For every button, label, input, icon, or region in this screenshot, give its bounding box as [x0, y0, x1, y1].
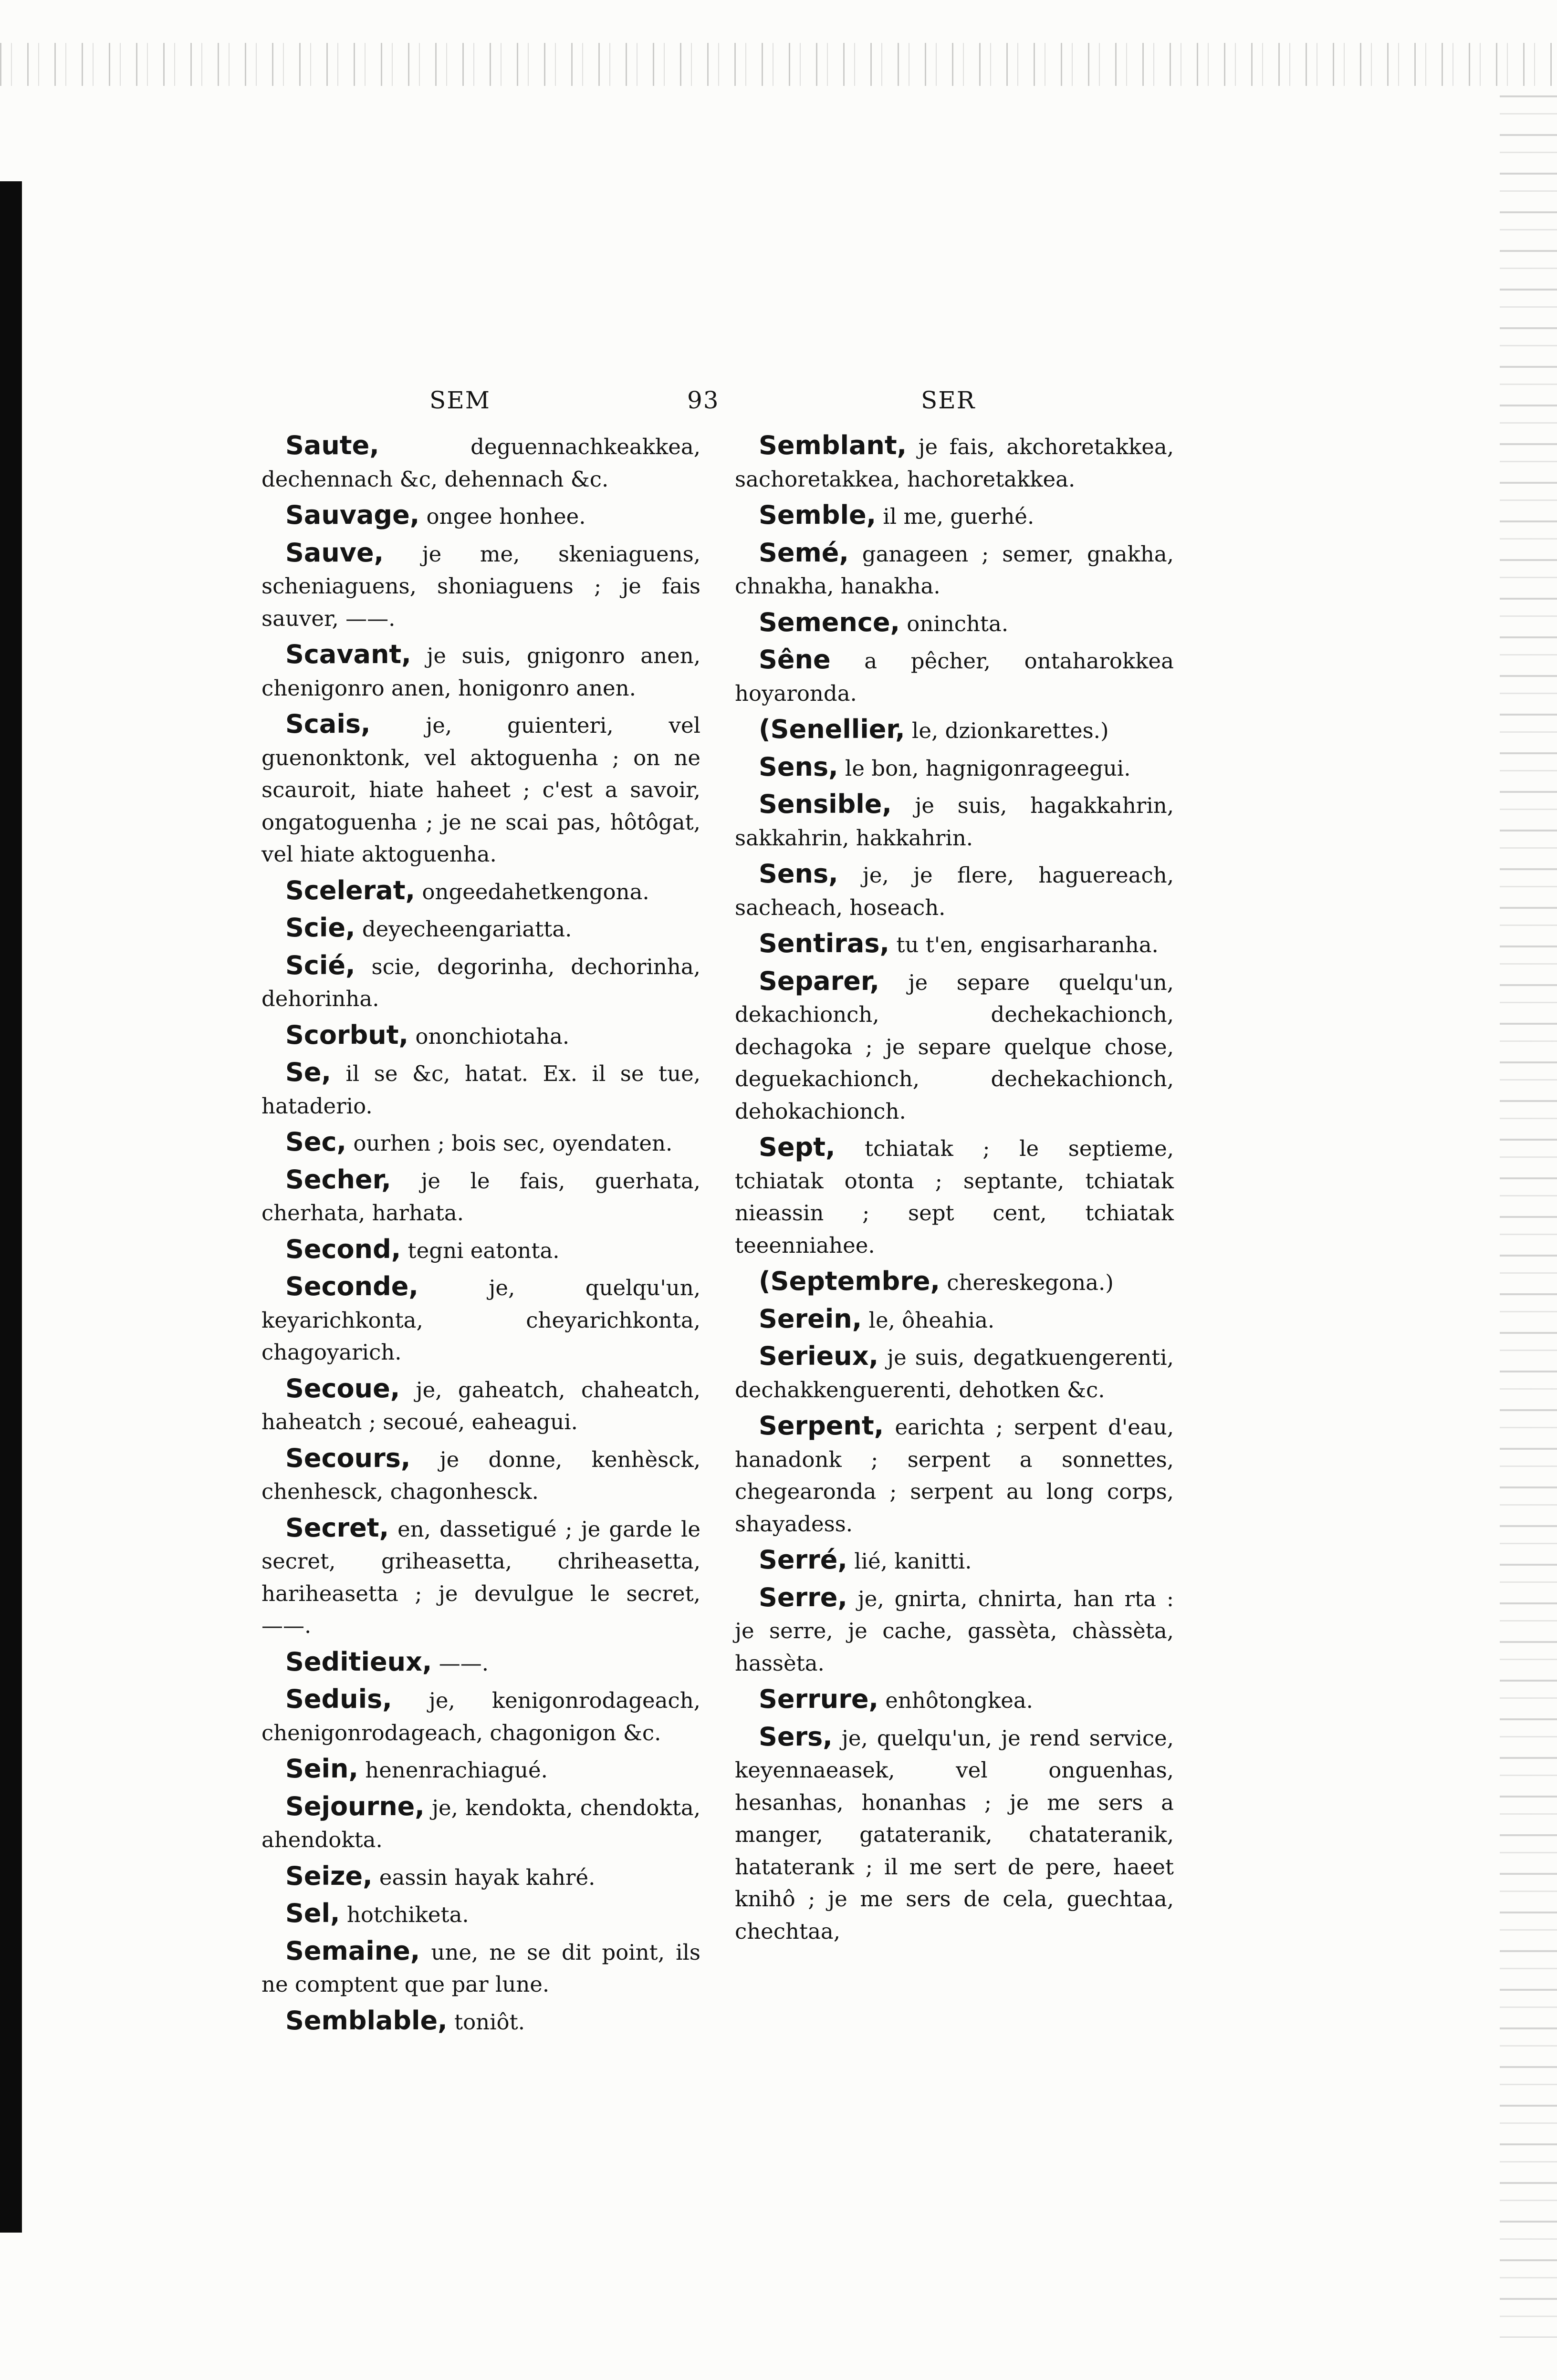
- dictionary-entry: [261, 1056, 700, 1122]
- entry-definition: il me, guerhé.: [876, 504, 1035, 529]
- headword: Secher,: [285, 1164, 391, 1195]
- entry-definition: le bon, hagnigonrageegui.: [838, 755, 1131, 781]
- entry-definition: je donne, kenhèsck, chenhesck, chagonhesck.: [261, 1446, 700, 1504]
- headword: Scie,: [285, 913, 355, 943]
- entry-definition: je, quelqu'un, keyarichkonta, cheyarichkonta, chagoyarich.: [261, 1275, 700, 1365]
- entry-definition: ganageen ; semer, gnakha, chnakha, hanakha.: [735, 541, 1174, 599]
- dictionary-entry: [735, 1265, 1174, 1299]
- dictionary-entry: [735, 1410, 1174, 1540]
- entry-definition: je suis, gnigonro anen, chenigonro anen, honigonro anen.: [261, 643, 700, 701]
- dictionary-entry: [735, 644, 1174, 709]
- entry-definition: je, gnirta, chnirta, han rta : je serre, je cache, gassèta, chàssèta, hassèta.: [735, 1586, 1174, 1676]
- dictionary-entry: [735, 1544, 1174, 1578]
- headword: Serre,: [759, 1582, 847, 1612]
- dictionary-entry: [735, 606, 1174, 640]
- dictionary-entry: [261, 708, 700, 871]
- dictionary-entry: [261, 912, 700, 946]
- headword: Semblant,: [759, 430, 907, 460]
- entry-definition: hotchiketa.: [340, 1902, 469, 1927]
- headword: Semé,: [759, 537, 849, 568]
- dictionary-entry: [735, 499, 1174, 533]
- headword: Serpent,: [759, 1411, 884, 1441]
- headword: (Senellier,: [759, 714, 905, 744]
- headword: Sentiras,: [759, 928, 890, 958]
- entry-definition: ourhen ; bois sec, oyendaten.: [346, 1131, 673, 1156]
- headword: (Septembre,: [759, 1266, 940, 1296]
- entry-definition: earichta ; serpent d'eau, hanadonk ; serpent a sonnettes, chegearonda ; serpent au long corps, shayadess.: [735, 1414, 1174, 1537]
- entry-definition: enhôtongkea.: [878, 1688, 1033, 1713]
- entry-definition: ongeedahetkengona.: [415, 879, 649, 904]
- dictionary-entry: [261, 1935, 700, 2001]
- dictionary-entry: [735, 1303, 1174, 1337]
- dictionary-entry: [735, 927, 1174, 961]
- entry-definition: scie, degorinha, dechorinha, dehorinha.: [261, 954, 700, 1011]
- scan-noise-top: [0, 43, 1557, 86]
- entry-definition: tchiatak ; le septieme, tchiatak otonta ; septante, tchiatak nieassin ; sept cent, tchiatak teeenniahee.: [735, 1136, 1174, 1258]
- headword: Sens,: [759, 751, 838, 782]
- entry-definition: il se &c, hatat. Ex. il se tue, hataderio.: [261, 1061, 700, 1119]
- dictionary-entry: [735, 1131, 1174, 1261]
- dictionary-entry: [261, 1860, 700, 1894]
- headword: Sec,: [285, 1127, 347, 1157]
- dictionary-entry: [261, 1126, 700, 1160]
- entry-definition: deguennachkeakkea, dechennach &c, dehennach &c.: [261, 434, 700, 492]
- headword: Semence,: [759, 607, 900, 637]
- headword: Scais,: [285, 709, 371, 739]
- dictionary-entry: [261, 429, 700, 495]
- entry-definition: je, kenigonrodageach, chenigonrodageach, chagonigon &c.: [261, 1688, 700, 1746]
- dictionary-entry: [261, 1442, 700, 1508]
- headword: Se,: [285, 1057, 332, 1087]
- running-head-right: SER: [921, 386, 976, 414]
- dictionary-entry: [261, 1683, 700, 1749]
- dictionary-entry: [261, 949, 700, 1015]
- headword: Seduis,: [285, 1684, 392, 1714]
- headword: Sens,: [759, 859, 838, 889]
- entry-definition: a pêcher, ontaharokkea hoyaronda.: [735, 648, 1174, 706]
- dictionary-entry: [735, 1340, 1174, 1406]
- entry-definition: ——.: [432, 1650, 489, 1676]
- dictionary-entry: [735, 537, 1174, 603]
- dictionary-entry: [735, 965, 1174, 1128]
- headword: Semaine,: [285, 1935, 420, 1966]
- entry-definition: je me, skeniaguens, scheniaguens, shoniaguens ; je fais sauver, ——.: [261, 541, 700, 631]
- entry-definition: je, guienteri, vel guenonktonk, vel aktoguenha ; on ne scauroit, hiate haheet ; c'est a savoir, ongatoguenha ; je ne scai pas, hôtôgat, vel hiate aktoguenha.: [261, 713, 700, 867]
- entry-definition: je fais, akchoretakkea, sachoretakkea, hachoretakkea.: [735, 434, 1174, 492]
- entry-definition: henenrachiagué.: [358, 1757, 548, 1783]
- dictionary-entry: [261, 1019, 700, 1053]
- headword: Seize,: [285, 1860, 373, 1891]
- headword: Sêne: [759, 644, 831, 675]
- headword: Sept,: [759, 1132, 836, 1162]
- headword: Semblable,: [285, 2005, 448, 2036]
- dictionary-entry: [261, 537, 700, 635]
- entry-definition: le, ôheahia.: [862, 1307, 995, 1333]
- dictionary-entry: [261, 874, 700, 908]
- dictionary-entry: [735, 751, 1174, 785]
- dictionary-entry: [735, 858, 1174, 924]
- headword: Seditieux,: [285, 1646, 432, 1677]
- dictionary-entry: [735, 1581, 1174, 1680]
- headword: Sein,: [285, 1754, 358, 1784]
- entry-definition: eassin hayak kahré.: [372, 1864, 596, 1890]
- entry-definition: une, ne se dit point, ils ne comptent que par lune.: [261, 1939, 700, 1997]
- entry-definition: je, gaheatch, chaheatch, haheatch ; secoué, eaheagui.: [261, 1377, 700, 1434]
- headword: Sauve,: [285, 537, 384, 568]
- entry-definition: en, dassetigué ; je garde le secret, griheasetta, chriheasetta, hariheasetta ; je devulgue le secret, ——.: [261, 1516, 700, 1638]
- headword: Serein,: [759, 1303, 862, 1334]
- headword: Sel,: [285, 1898, 340, 1928]
- left-column: [261, 429, 700, 2042]
- entry-definition: je separe quelqu'un, dekachionch, dechekachionch, dechagoka ; je separe quelque chose, deguekachionch, dechekachionch, dehokachionch.: [735, 969, 1174, 1124]
- scan-noise-right: [1500, 95, 1557, 2338]
- headword: Sejourne,: [285, 1791, 425, 1821]
- headword: Serré,: [759, 1545, 847, 1575]
- entry-definition: ononchiotaha.: [408, 1023, 570, 1049]
- entry-definition: je, je flere, haguereach, sacheach, hoseach.: [735, 863, 1174, 920]
- headword: Semble,: [759, 500, 877, 530]
- dictionary-entry: [735, 788, 1174, 854]
- running-head-left: SEM: [429, 386, 491, 414]
- right-column: [735, 429, 1174, 1951]
- entry-definition: je, kendokta, chendokta, ahendokta.: [261, 1795, 700, 1852]
- headword: Separer,: [759, 966, 880, 996]
- headword: Sensible,: [759, 789, 892, 819]
- entry-definition: oninchta.: [900, 611, 1009, 636]
- dictionary-entry: [261, 1753, 700, 1787]
- dictionary-entry: [261, 1790, 700, 1856]
- dictionary-entry: [261, 1270, 700, 1369]
- entry-definition: tu t'en, engisarharanha.: [889, 932, 1159, 957]
- dictionary-entry: [735, 1721, 1174, 1948]
- headword: Saute,: [285, 430, 379, 460]
- dictionary-entry: [261, 1372, 700, 1438]
- headword: Scavant,: [285, 639, 411, 669]
- headword: Scorbut,: [285, 1019, 409, 1050]
- entry-definition: ongee honhee.: [419, 504, 586, 529]
- headword: Scié,: [285, 950, 355, 980]
- headword: Serrure,: [759, 1684, 878, 1714]
- entry-definition: je suis, degatkuengerenti, dechakkenguerenti, dehotken &c.: [735, 1345, 1174, 1403]
- entry-definition: toniôt.: [447, 2009, 525, 2035]
- entry-definition: je le fais, guerhata, cherhata, harhata.: [261, 1168, 700, 1226]
- dictionary-entry: [261, 1164, 700, 1229]
- dictionary-entry: [261, 1233, 700, 1267]
- headword: Seconde,: [285, 1271, 418, 1301]
- headword: Secours,: [285, 1443, 411, 1473]
- entry-definition: tegni eatonta.: [401, 1237, 560, 1263]
- dictionary-entry: [261, 1897, 700, 1931]
- dictionary-entry: [261, 2005, 700, 2038]
- page-number: 93: [687, 386, 720, 414]
- headword: Scelerat,: [285, 875, 416, 905]
- dictionary-entry: [735, 429, 1174, 495]
- entry-definition: je, quelqu'un, je rend service, keyennaeasek, vel onguenhas, hesanhas, honanhas ; je me sers a manger, gatateranik, chatateranik, hataterank ; il me sert de pere, haeet knihô ; je me sers de cela, guechtaa, chechtaa,: [735, 1725, 1174, 1944]
- entry-definition: je suis, hagakkahrin, sakkahrin, hakkahrin.: [735, 793, 1174, 851]
- scan-binding-edge: [0, 181, 22, 2233]
- dictionary-entry: [261, 1646, 700, 1680]
- headword: Sers,: [759, 1721, 833, 1752]
- entry-definition: chereskegona.): [940, 1270, 1114, 1295]
- dictionary-entry: [735, 1683, 1174, 1717]
- headword: Second,: [285, 1234, 401, 1264]
- entry-definition: lié, kanitti.: [847, 1549, 972, 1574]
- entry-definition: deyecheengariatta.: [355, 916, 572, 942]
- dictionary-entry: [261, 1512, 700, 1642]
- dictionary-entry: [261, 499, 700, 533]
- headword: Serieux,: [759, 1341, 879, 1371]
- dictionary-entry: [261, 638, 700, 704]
- headword: Sauvage,: [285, 500, 420, 530]
- entry-definition: le, dzionkarettes.): [905, 718, 1109, 743]
- headword: Secoue,: [285, 1373, 400, 1403]
- headword: Secret,: [285, 1512, 389, 1543]
- dictionary-entry: [735, 713, 1174, 747]
